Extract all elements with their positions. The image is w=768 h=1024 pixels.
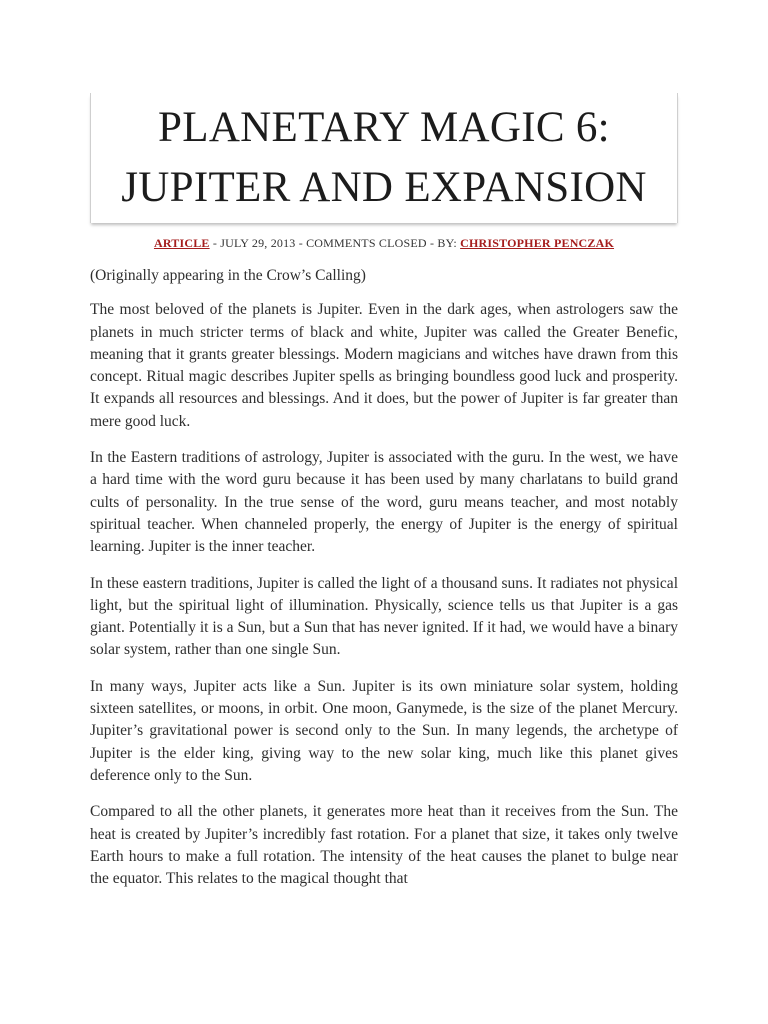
article-meta [0, 236, 768, 251]
article-paragraph: The most beloved of the planets is Jupiter. Even in the dark ages, when astrologers saw the planets in much stricter terms of black and white, Jupiter was called the Greater Benefic, meaning that it grants greater blessings. Modern magicians and witches have drawn from this concept. Ritual magic describes Jupiter spells as bringing boundless good luck and prosperity. It expands all resources and blessings. And it does, but the power of Jupiter is far greater than mere good luck. [90, 301, 678, 430]
article-paragraph: In many ways, Jupiter acts like a Sun. Jupiter is its own miniature solar system, holding sixteen satellites, or moons, in orbit. One moon, Ganymede, is the size of the planet Mercury. Jupiter’s gravitational power is second only to the Sun. In many legends, the archetype of Jupiter is the elder king, giving way to the new solar king, much like this planet gives deference only to the Sun. [90, 677, 678, 784]
article-title-line-2: JUPITER AND EXPANSION [121, 164, 647, 211]
article-paragraph: In these eastern traditions, Jupiter is called the light of a thousand suns. It radiates not physical light, but the spiritual light of illumination. Physically, science tells us that Jupiter is a gas giant. Potentially it is a Sun, but a Sun that has never ignited. If it had, we would have a binary solar system, rather than one single Sun. [90, 574, 678, 659]
author-link[interactable]: CHRISTOPHER PENCZAK [460, 236, 615, 250]
article-paragraph: Compared to all the other planets, it generates more heat than it receives from the Sun. The heat is created by Jupiter’s incredibly fast rotation. For a planet that size, it takes only twelve Earth hours to make a full rotation. The intensity of the heat causes the planet to bulge near the equator. This relates to the magical thought that [90, 803, 678, 888]
article-paragraph: In the Eastern traditions of astrology, Jupiter is associated with the guru. In the west, we have a hard time with the word guru because it has been used by many charlatans to build grand cults of personality. In the true sense of the word, guru means teacher, and most notably spiritual teacher. When channeled properly, the energy of Jupiter is the energy of spiritual learning. Jupiter is the inner teacher. [90, 449, 678, 556]
meta-date-comments: - JULY 29, 2013 - COMMENTS CLOSED - BY: [209, 236, 461, 250]
article-intro: (Originally appearing in the Crow’s Calling) [90, 267, 366, 284]
article-body [90, 265, 678, 904]
article-title-box [90, 93, 678, 223]
category-link[interactable]: ARTICLE [153, 236, 210, 250]
article-title-line-1: PLANETARY MAGIC 6: [158, 104, 610, 151]
